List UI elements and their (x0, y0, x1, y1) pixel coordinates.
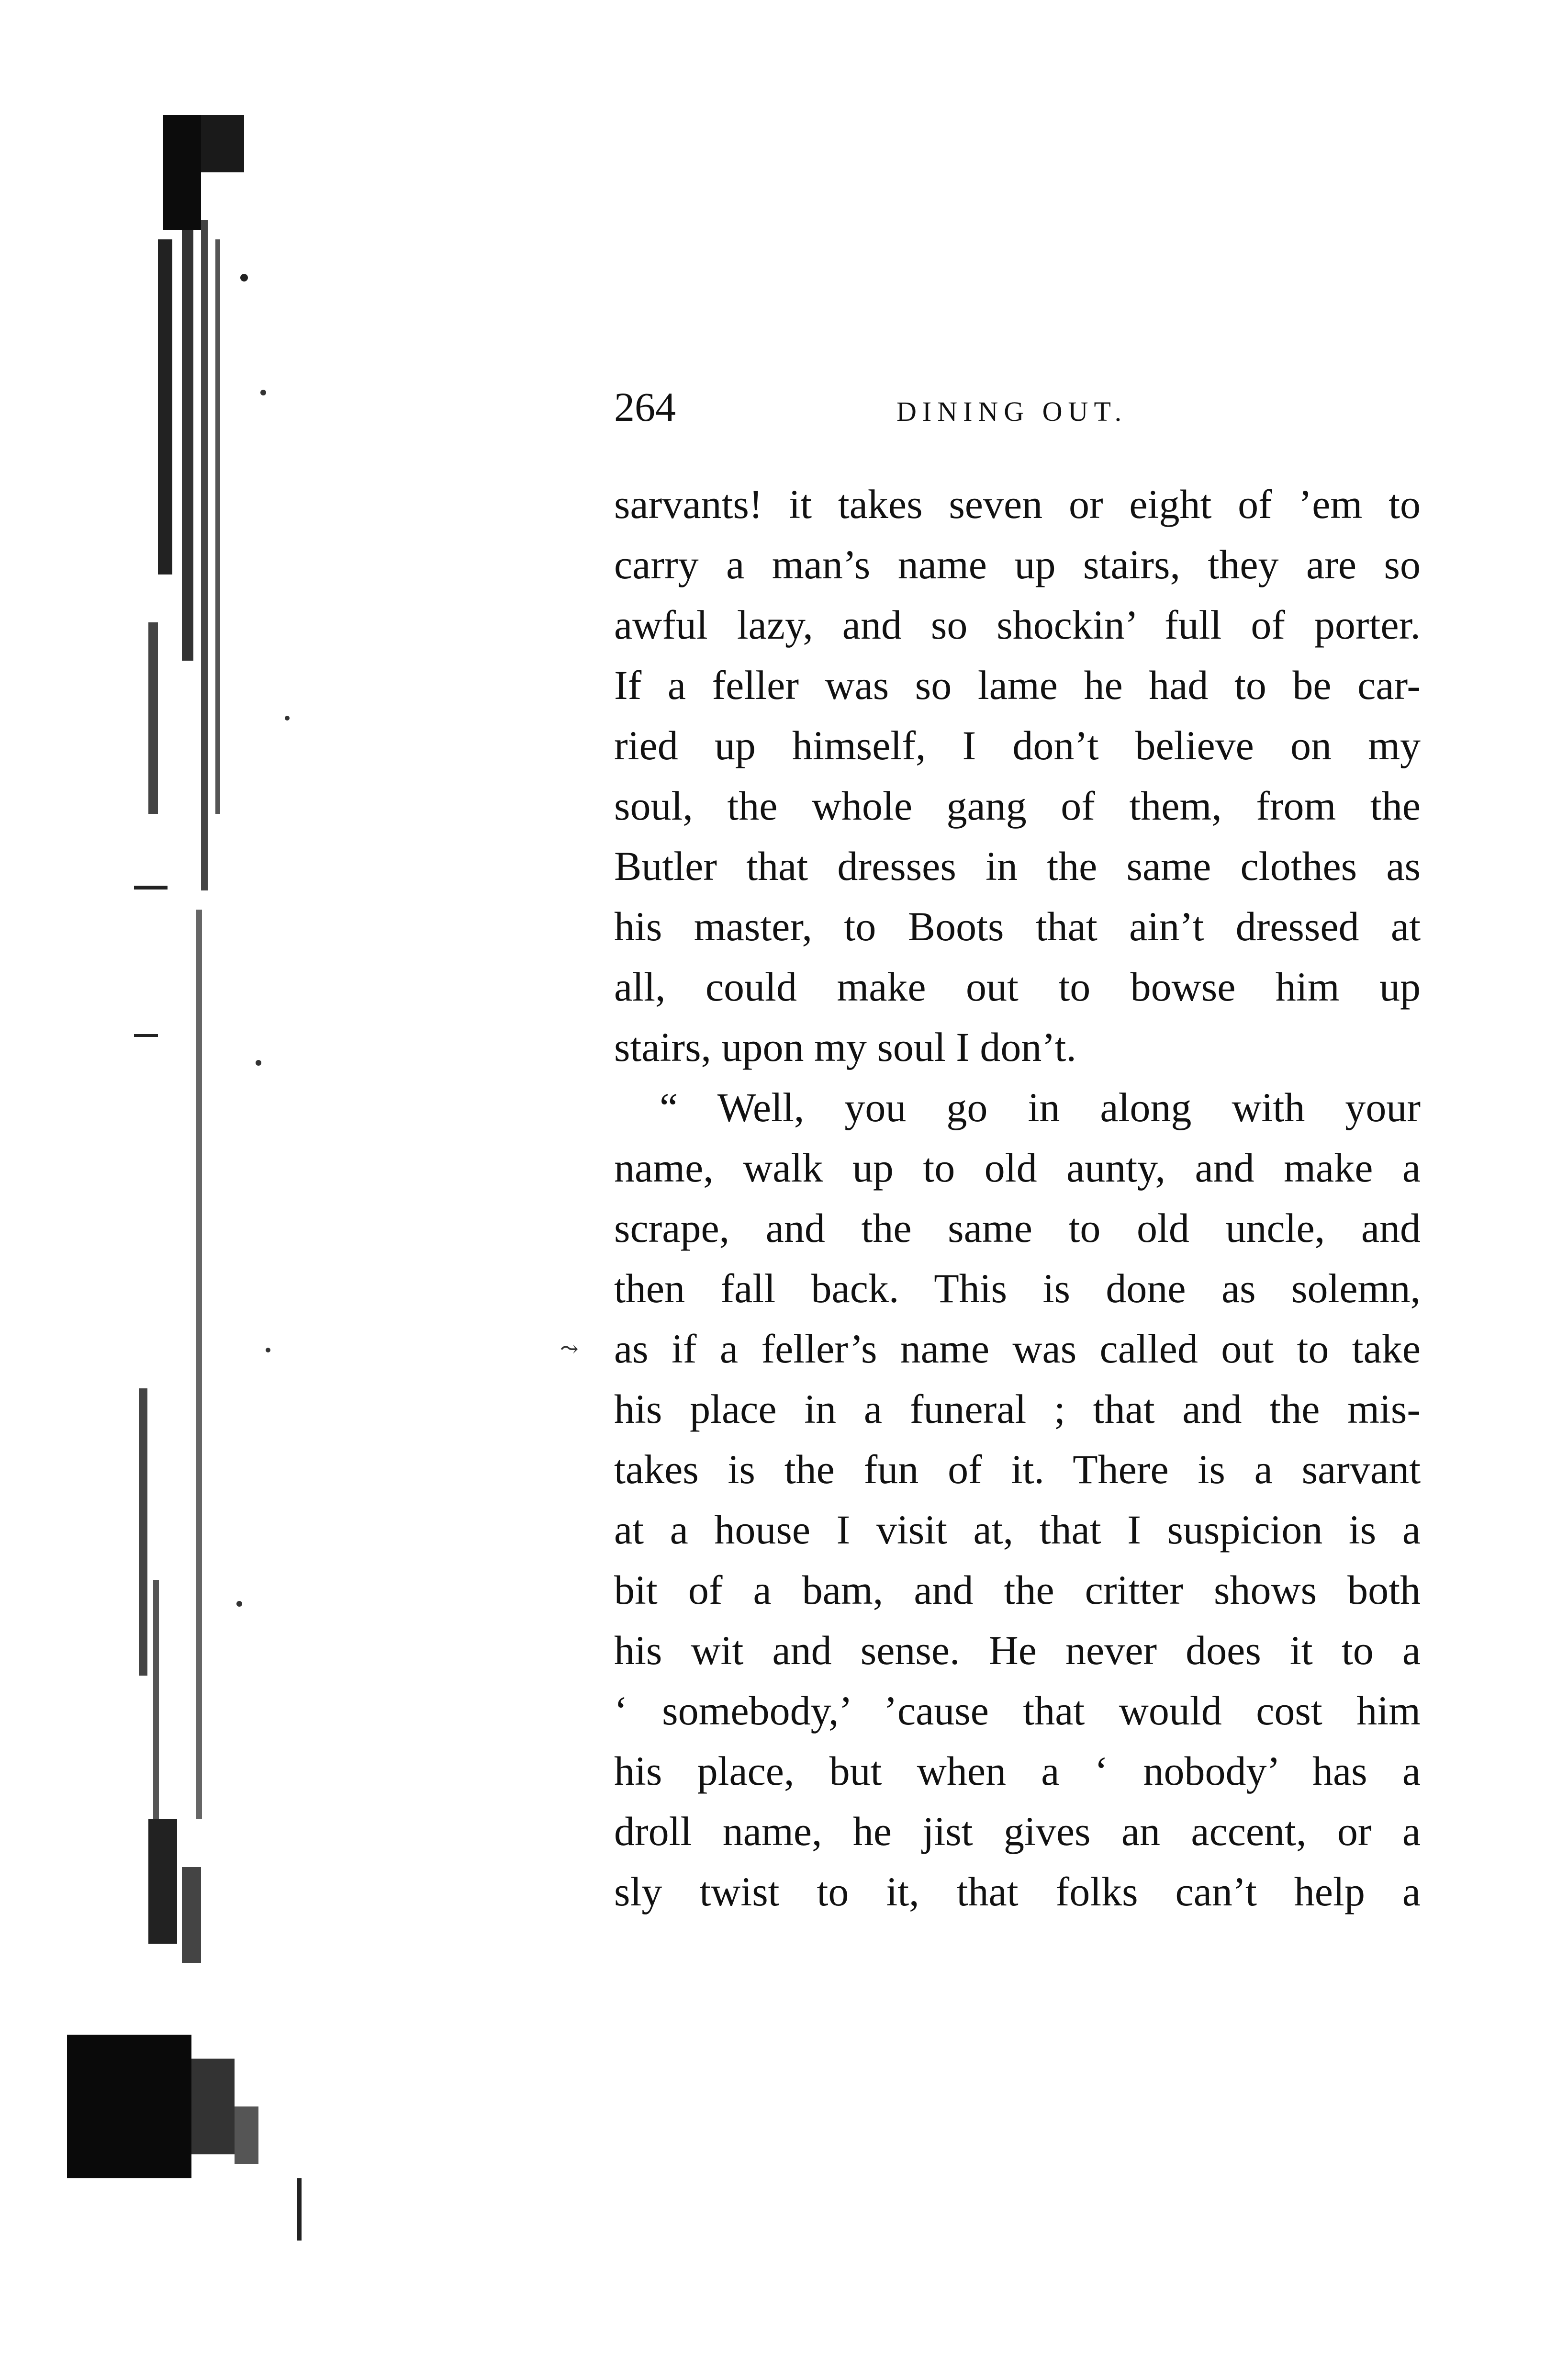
text-line: sarvants! it takes seven or eight of ’em to (614, 481, 1421, 527)
text-line: droll name, he jist gives an accent, or a (614, 1808, 1421, 1854)
text-line: then fall back. This is done as solemn, (614, 1265, 1421, 1311)
text-line: soul, the whole gang of them, from the (614, 783, 1421, 829)
text-line: at a house I visit at, that I suspicion is a (614, 1507, 1421, 1553)
text-line: his master, to Boots that ain’t dressed at (614, 903, 1421, 949)
text-line: ried up himself, I don’t believe on my (614, 722, 1421, 768)
text-line: bit of a bam, and the critter shows both (614, 1567, 1421, 1613)
margin-pen-mark: ⤳ (560, 1337, 579, 1361)
page-number: 264 (614, 384, 676, 430)
text-line: awful lazy, and so shockin’ full of porter. (614, 602, 1421, 648)
text-line: as if a feller’s name was called out to take (614, 1326, 1421, 1372)
text-line: scrape, and the same to old uncle, and (614, 1205, 1421, 1251)
text-line: stairs, upon my soul I don’t. (614, 1024, 1076, 1070)
text-line: all, could make out to bowse him up (614, 964, 1421, 1010)
running-head: DINING OUT. (896, 396, 1128, 427)
body-text (614, 474, 1421, 1922)
text-line: Butler that dresses in the same clothes as (614, 843, 1421, 889)
scan-margin-artifact (38, 96, 335, 2279)
text-line: his place, but when a ‘ nobody’ has a (614, 1748, 1421, 1794)
text-line: his wit and sense. He never does it to a (614, 1627, 1421, 1673)
text-line: carry a man’s name up stairs, they are so (614, 541, 1421, 587)
text-line: If a feller was so lame he had to be car- (614, 662, 1421, 708)
page-header (614, 378, 1428, 436)
text-line: ‘ somebody,’ ’cause that would cost him (614, 1688, 1421, 1734)
text-line: name, walk up to old aunty, and make a (614, 1145, 1421, 1191)
text-line: sly twist to it, that folks can’t help a (614, 1869, 1421, 1915)
text-line: “ Well, you go in along with your (660, 1084, 1421, 1130)
text-line: his place in a funeral ; that and the mis- (614, 1386, 1421, 1432)
text-line: takes is the fun of it. There is a sarvant (614, 1446, 1421, 1492)
